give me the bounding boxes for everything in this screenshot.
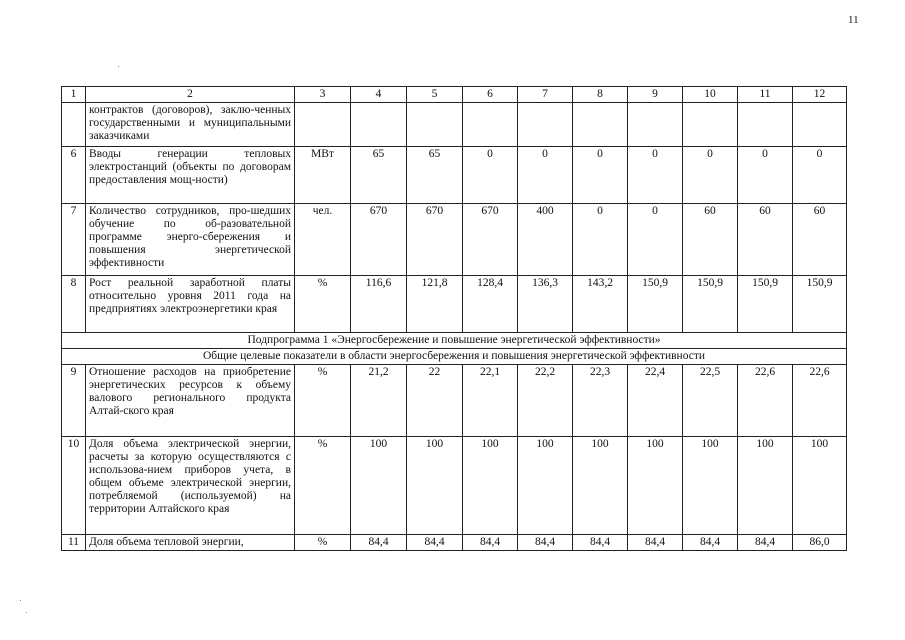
value-cell: 670 <box>463 204 518 276</box>
column-header: 1 <box>62 87 86 103</box>
row-number <box>62 103 86 147</box>
value-cell: 150,9 <box>683 276 738 333</box>
value-cell: 84,4 <box>407 535 463 551</box>
value-cell: 22,6 <box>738 365 793 437</box>
value-cell: 100 <box>683 437 738 535</box>
value-cell: 22,5 <box>683 365 738 437</box>
indicator-name: Доля объема тепловой энергии, <box>86 535 295 551</box>
scan-speck <box>26 612 27 613</box>
column-header: 3 <box>295 87 351 103</box>
value-cell: 670 <box>407 204 463 276</box>
value-cell: 128,4 <box>463 276 518 333</box>
table-row <box>62 535 847 551</box>
value-cell: 100 <box>793 437 847 535</box>
value-cell: 100 <box>463 437 518 535</box>
value-cell <box>573 103 628 147</box>
value-cell: 143,2 <box>573 276 628 333</box>
page-number: 11 <box>848 14 859 26</box>
indicator-name: Рост реальной заработной платы относительно уровня 2011 года на предприятиях электроэнергетики края <box>86 276 295 333</box>
value-cell: 60 <box>738 204 793 276</box>
value-cell: 84,4 <box>628 535 683 551</box>
table-row <box>62 276 847 333</box>
value-cell: 86,0 <box>793 535 847 551</box>
value-cell <box>518 103 573 147</box>
value-cell: 22,2 <box>518 365 573 437</box>
value-cell: 22,6 <box>793 365 847 437</box>
column-header: 5 <box>407 87 463 103</box>
unit-cell: чел. <box>295 204 351 276</box>
value-cell: 116,6 <box>351 276 407 333</box>
value-cell <box>683 103 738 147</box>
indicator-name: контрактов (договоров), заклю-ченных государственными и муниципальными заказчиками <box>86 103 295 147</box>
section-heading: Подпрограмма 1 «Энергосбережение и повышение энергетической эффективности» <box>62 333 847 349</box>
column-header: 2 <box>86 87 295 103</box>
unit-cell: % <box>295 365 351 437</box>
indicator-name: Вводы генерации тепловых электростанций (объекты по договорам предоставления мощ-ности) <box>86 147 295 204</box>
table-header-row <box>62 87 847 103</box>
table-row <box>62 365 847 437</box>
column-header: 11 <box>738 87 793 103</box>
value-cell: 150,9 <box>793 276 847 333</box>
indicator-name: Доля объема электрической энергии, расчеты за которую осуществляются с использова-нием приборов учета, в общем объеме электрической энергии, потребляемой (используемой) на территории Алтайского края <box>86 437 295 535</box>
unit-cell: МВт <box>295 147 351 204</box>
column-header: 12 <box>793 87 847 103</box>
value-cell: 100 <box>628 437 683 535</box>
scan-speck <box>118 66 119 67</box>
value-cell: 0 <box>518 147 573 204</box>
row-number: 7 <box>62 204 86 276</box>
value-cell: 60 <box>683 204 738 276</box>
value-cell: 100 <box>738 437 793 535</box>
value-cell <box>738 103 793 147</box>
value-cell <box>463 103 518 147</box>
column-header: 9 <box>628 87 683 103</box>
section-heading-row <box>62 349 847 365</box>
row-number: 10 <box>62 437 86 535</box>
value-cell: 100 <box>573 437 628 535</box>
value-cell: 65 <box>351 147 407 204</box>
value-cell: 0 <box>628 147 683 204</box>
indicator-name: Количество сотрудников, про-шедших обучение по об-разовательной программе энерго-сбережения и повышения энергетической эффективности <box>86 204 295 276</box>
value-cell: 150,9 <box>738 276 793 333</box>
value-cell: 0 <box>793 147 847 204</box>
value-cell: 0 <box>738 147 793 204</box>
value-cell: 136,3 <box>518 276 573 333</box>
value-cell: 22 <box>407 365 463 437</box>
value-cell: 84,4 <box>738 535 793 551</box>
value-cell: 0 <box>463 147 518 204</box>
column-header: 10 <box>683 87 738 103</box>
value-cell: 670 <box>351 204 407 276</box>
value-cell: 60 <box>793 204 847 276</box>
value-cell <box>407 103 463 147</box>
table-row <box>62 147 847 204</box>
value-cell: 65 <box>407 147 463 204</box>
column-header: 7 <box>518 87 573 103</box>
row-number: 11 <box>62 535 86 551</box>
value-cell: 121,8 <box>407 276 463 333</box>
value-cell: 100 <box>518 437 573 535</box>
row-number: 6 <box>62 147 86 204</box>
value-cell: 84,4 <box>683 535 738 551</box>
column-header: 8 <box>573 87 628 103</box>
section-heading: Общие целевые показатели в области энергосбережения и повышения энергетической эффективности <box>62 349 847 365</box>
value-cell: 400 <box>518 204 573 276</box>
value-cell: 21,2 <box>351 365 407 437</box>
value-cell: 150,9 <box>628 276 683 333</box>
unit-cell: % <box>295 276 351 333</box>
value-cell: 84,4 <box>518 535 573 551</box>
table-row <box>62 204 847 276</box>
value-cell: 84,4 <box>463 535 518 551</box>
row-number: 9 <box>62 365 86 437</box>
value-cell: 84,4 <box>351 535 407 551</box>
unit-cell: % <box>295 437 351 535</box>
value-cell: 22,4 <box>628 365 683 437</box>
table-row <box>62 437 847 535</box>
value-cell: 100 <box>351 437 407 535</box>
value-cell: 0 <box>573 147 628 204</box>
value-cell <box>351 103 407 147</box>
indicator-table <box>61 86 847 551</box>
indicator-name: Отношение расходов на приобретение энергетических ресурсов к объему валового регионального продукта Алтай-ского края <box>86 365 295 437</box>
value-cell: 0 <box>628 204 683 276</box>
section-heading-row <box>62 333 847 349</box>
value-cell <box>628 103 683 147</box>
value-cell <box>793 103 847 147</box>
unit-cell <box>295 103 351 147</box>
value-cell: 84,4 <box>573 535 628 551</box>
column-header: 4 <box>351 87 407 103</box>
row-number: 8 <box>62 276 86 333</box>
value-cell: 0 <box>573 204 628 276</box>
value-cell: 22,1 <box>463 365 518 437</box>
column-header: 6 <box>463 87 518 103</box>
scan-speck <box>20 600 21 601</box>
value-cell: 0 <box>683 147 738 204</box>
unit-cell: % <box>295 535 351 551</box>
value-cell: 100 <box>407 437 463 535</box>
value-cell: 22,3 <box>573 365 628 437</box>
table-row <box>62 103 847 147</box>
